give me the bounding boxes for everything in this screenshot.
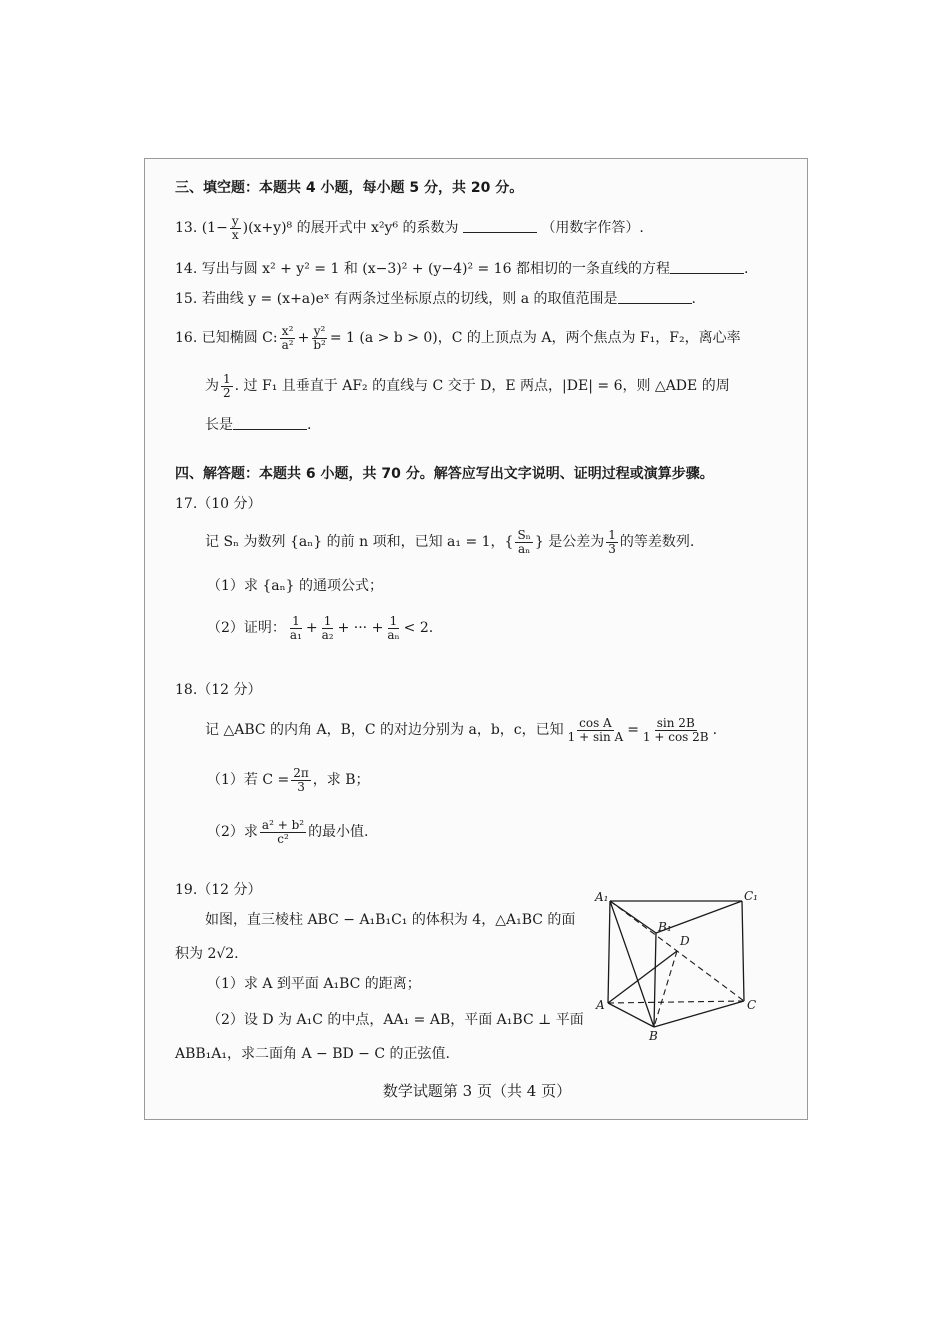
section-4-heading: 四、解答题：本题共 6 小题，共 70 分。解答应写出文字说明、证明过程或演算步骤。 <box>175 466 714 482</box>
edge-b1-b <box>654 933 656 1027</box>
q16-frac-x <box>280 325 296 351</box>
q18-frac-cos <box>566 717 626 743</box>
question-14 <box>175 261 748 276</box>
question-17-part-2 <box>207 615 433 641</box>
q17-frac-2-num: 1 <box>323 614 332 628</box>
q16-answer-blank[interactable] <box>233 417 307 430</box>
q17-frac-2 <box>320 615 336 641</box>
q16-frac-x-num: x² <box>281 324 294 338</box>
label-d: D <box>680 934 690 948</box>
q18-p2-post: 的最小值. <box>308 824 369 841</box>
q18-p2-pre: （2）求 <box>207 824 258 841</box>
q17-dots: + ··· + <box>337 620 384 637</box>
q17-plus: + <box>305 620 318 637</box>
question-17-line-1 <box>205 529 694 555</box>
q13-frac-num: y <box>231 214 239 228</box>
q18-frac-2pi3-num: 2π <box>293 766 309 780</box>
q19-part-2: （2）设 D 为 A₁C 的中点，AA₁ = AB，平面 A₁BC ⊥ 平面 <box>207 1012 584 1028</box>
q17-p2-pre: （2）证明： <box>207 620 286 637</box>
edge-a-c-hidden <box>608 1001 744 1003</box>
q19-line-1: 如图，直三棱柱 ABC − A₁B₁C₁ 的体积为 4，△A₁BC 的面 <box>205 912 576 928</box>
q16-plus: + <box>297 330 310 347</box>
q16-frac-half-den: 2 <box>223 385 231 400</box>
q19-line-2: 积为 2√2. <box>175 946 239 962</box>
q18-p1-pre: （1）若 C = <box>207 772 290 789</box>
q17-frac-third-den: 3 <box>608 541 616 556</box>
q18-frac-2pi3 <box>291 767 311 793</box>
question-18-part-1 <box>207 767 370 793</box>
q16-l1-post: = 1 (a > b > 0)，C 的上顶点为 A，两个焦点为 F₁，F₂，离心率 <box>329 330 741 347</box>
label-c1: C₁ <box>744 889 758 903</box>
q18-eq: = <box>627 722 639 739</box>
q13-post: )(x+y)⁸ 的展开式中 x²y⁶ 的系数为 <box>242 220 459 237</box>
question-18-part-2 <box>207 819 369 845</box>
q16-l3: 长是 <box>205 417 233 433</box>
q18-frac-2pi3-den: 3 <box>297 779 305 794</box>
q17-part-1: （1）求 {aₙ} 的通项公式； <box>207 578 384 594</box>
q15-answer-blank[interactable] <box>618 291 692 304</box>
q14-tail: . <box>743 261 749 277</box>
q17-frac-1-num: 1 <box>292 614 300 628</box>
q14-text: 写出与圆 x² + y² = 1 和 (x−3)² + (y−4)² = 16 都相切的一条直线的方程 <box>201 261 670 277</box>
q17-frac-n-num: 1 <box>389 614 398 628</box>
q18-l1-post: . <box>712 722 718 739</box>
q18-frac-cos-num: cos A <box>579 716 612 730</box>
q18-number: 18.（12 分） <box>175 682 262 698</box>
q13-tail: （用数字作答）. <box>541 220 644 237</box>
label-a: A <box>596 998 605 1012</box>
question-13 <box>175 215 644 241</box>
q16-number: 16. <box>175 330 198 347</box>
edge-a1-a <box>608 901 610 1003</box>
q19-number: 19.（12 分） <box>175 882 262 898</box>
q18-frac-ab-c <box>260 819 306 845</box>
q17-frac-s-num: Sₙ <box>517 528 531 542</box>
edge-c1-c <box>742 901 744 1001</box>
q13-number: 13. <box>175 220 198 237</box>
label-b1: B₁ <box>658 920 672 934</box>
q17-frac-1 <box>288 615 304 641</box>
q16-l3-tail: . <box>307 417 312 433</box>
q17-number: 17.（10 分） <box>175 496 262 512</box>
q15-text: 若曲线 y = (x+a)eˣ 有两条过坐标原点的切线，则 a 的取值范围是 <box>201 291 618 307</box>
q17-frac-2-den: a₂ <box>321 627 334 642</box>
exam-page <box>144 158 808 1120</box>
q18-frac-sin-den: 1 + cos 2B <box>642 729 709 744</box>
prism-figure <box>594 889 774 1041</box>
question-15 <box>175 291 696 306</box>
edge-a1-b1 <box>610 901 656 933</box>
question-16-line-2 <box>205 373 730 399</box>
q13-frac-den: x <box>231 227 239 242</box>
q18-frac-c-den: c² <box>277 831 289 846</box>
question-16-line-1 <box>175 325 741 351</box>
label-b: B <box>649 1029 658 1041</box>
q18-p1-post: ，求 B； <box>312 772 370 789</box>
q16-frac-half-num: 1 <box>223 372 231 386</box>
label-a1: A₁ <box>595 890 609 904</box>
q14-answer-blank[interactable] <box>670 261 744 274</box>
q13-fraction <box>230 215 241 241</box>
q18-frac-ab-num: a² + b² <box>261 818 305 832</box>
q17-frac-n <box>385 615 401 641</box>
q15-tail: . <box>691 291 696 307</box>
q15-number: 15. <box>175 291 198 307</box>
q17-p2-post: < 2. <box>403 620 434 637</box>
q17-frac-s-den: aₙ <box>517 541 531 556</box>
q13-pre: (1− <box>201 220 228 237</box>
q16-frac-y-num: y² <box>313 324 326 338</box>
q16-frac-x-den: a² <box>281 337 294 352</box>
q14-number: 14. <box>175 261 198 277</box>
q18-frac-sin-num: sin 2B <box>656 716 695 730</box>
label-c: C <box>747 998 757 1012</box>
q17-frac-third <box>606 529 618 555</box>
q16-l1-pre: 已知椭圆 C: <box>201 330 278 347</box>
q17-l1-pre: 记 Sₙ 为数列 {aₙ} 的前 n 项和，已知 a₁ = 1，{ <box>205 534 514 551</box>
section-3-heading: 三、填空题：本题共 4 小题，每小题 5 分，共 20 分。 <box>175 180 524 196</box>
q13-answer-blank[interactable] <box>463 220 537 233</box>
q18-l1-pre: 记 △ABC 的内角 A，B，C 的对边分别为 a，b，c，已知 <box>205 722 564 739</box>
q17-frac-n-den: aₙ <box>387 627 400 642</box>
q16-l2-pre: 为 <box>205 378 219 395</box>
question-16-line-3 <box>205 417 311 432</box>
q19-part-1: （1）求 A 到平面 A₁BC 的距离； <box>207 976 421 992</box>
q17-frac-s-over-a <box>515 529 532 555</box>
q16-frac-y-den: b² <box>313 337 326 352</box>
q17-l1-post: 的等差数列. <box>619 534 695 551</box>
edge-d-b-hidden <box>654 951 677 1027</box>
q17-frac-1-den: a₁ <box>289 627 302 642</box>
q16-frac-half <box>221 373 233 399</box>
edge-b-c <box>654 1001 744 1027</box>
q17-frac-third-num: 1 <box>608 528 616 542</box>
q18-frac-sin <box>641 717 711 743</box>
q16-frac-y <box>311 325 328 351</box>
question-18-line-1 <box>205 717 717 743</box>
page-footer: 数学试题第 3 页（共 4 页） <box>382 1082 572 1100</box>
q16-l2-post: . 过 F₁ 且垂直于 AF₂ 的直线与 C 交于 D，E 两点，|DE| = 6，则 △ADE 的周 <box>234 378 730 395</box>
q19-part-2-cont: ABB₁A₁，求二面角 A − BD − C 的正弦值. <box>175 1046 450 1062</box>
q18-frac-cos-den: 1 + sin A <box>567 729 624 744</box>
q17-l1-mid: } 是公差为 <box>534 534 605 551</box>
